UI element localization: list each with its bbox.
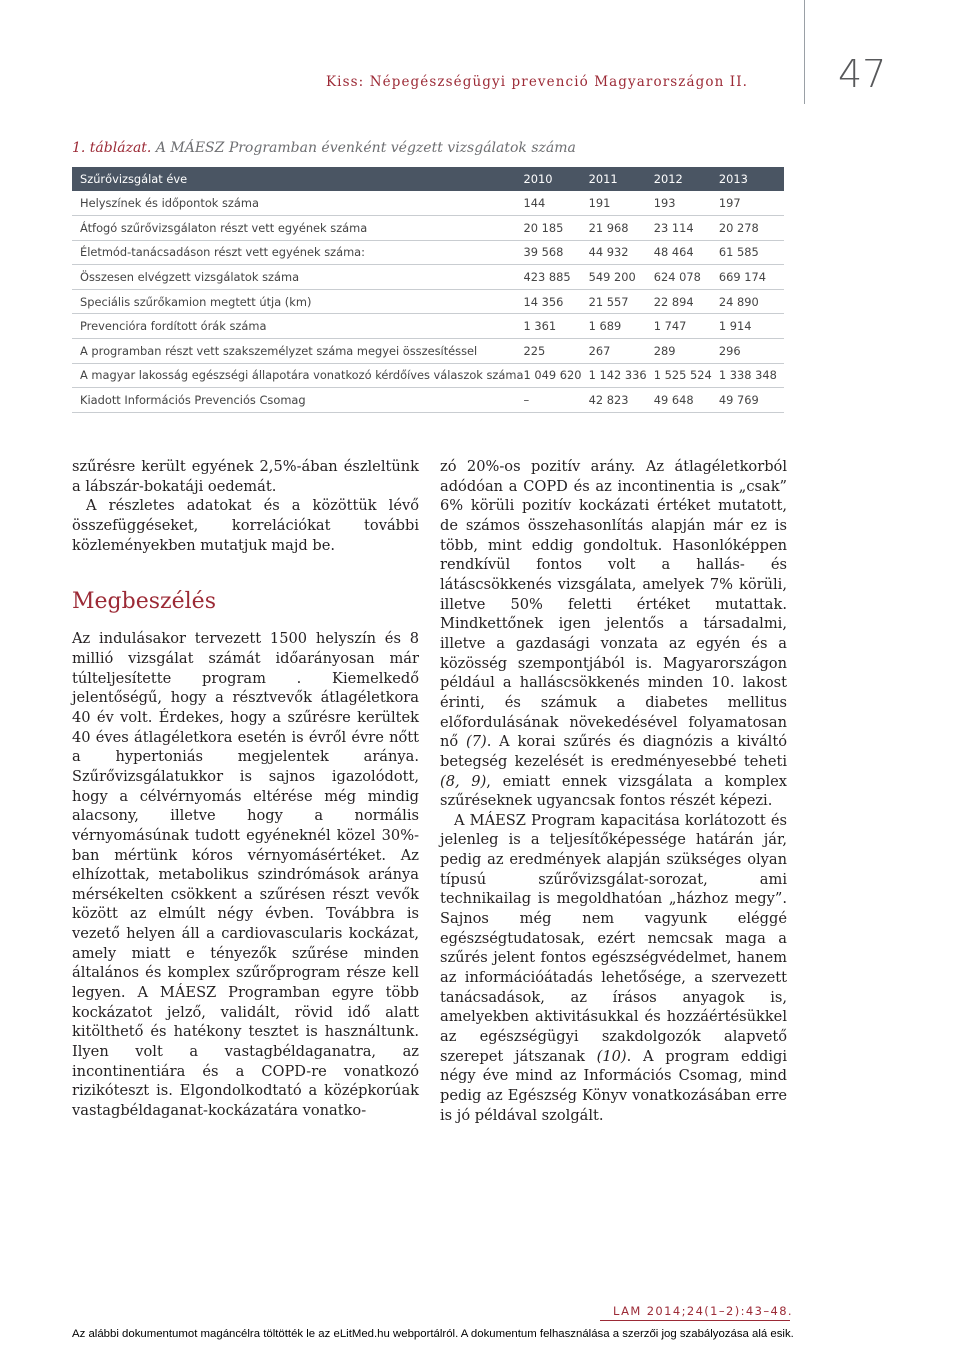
page-number: 47 xyxy=(838,52,887,96)
row-label: Életmód-tanácsadáson részt vett egyének száma: xyxy=(72,240,523,265)
table-row xyxy=(72,388,784,413)
table-header-row xyxy=(72,167,784,191)
text-run: . A korai szűrés és diagnózis a kiváltó betegség kezelését is eredményesebbé teheti xyxy=(440,733,787,770)
table-cell: 1 361 xyxy=(523,314,588,339)
table-cell: 39 568 xyxy=(523,240,588,265)
table-cell: 20 185 xyxy=(523,216,588,241)
left-column xyxy=(72,457,419,1121)
paragraph: Az indulásakor tervezett 1500 helyszín és 8 millió vizsgálat számát időarányosan már túlteljesítette program . Kiemelkedő jelentőségű, hogy a résztvevők átlagéletkora 40 év volt. Érdekes, hogy a szűrésre kerültek 40 éves átlagéletkora esetén is évről évre nőtt a hypertoniás megjelentek aránya. Szűrővizsgálatukkor is sajnos igazolódott, hogy a célvérnyomás eltérése még mindig alacsony, illetve hogy a normális vérnyomásúnak tudott egyéneknél közel 30%-ban mértünk kóros vérnyomásértéket. Az elhízottak, metabolikus szindrómások aránya mérsékelten csökkent a szűrésen részt vevők között az elmúlt négy évben. Továbbra is vezető helyen áll a cardiovascularis kockázat, amely miatt e tényezők szűrése minden általános és komplex szűrőprogram része kell legyen. A MÁESZ Programban egyre több kockázatot jelző, validált, rövid idő alatt kitölthető és hatékony tesztet is használtunk. Ilyen volt a vastagbéldaganatra, az incontinentiára és a COPD-re vonatkozó rizikóteszt is. Elgondolkodtató a középkorúak vastagbéldaganat-kockázatára vonatko- xyxy=(72,630,419,1120)
table-row xyxy=(72,339,784,364)
table-cell: 191 xyxy=(589,191,654,216)
table-cell: 61 585 xyxy=(719,240,784,265)
table-cell: 1 747 xyxy=(654,314,719,339)
row-label: Kiadott Információs Prevenciós Csomag xyxy=(72,388,523,413)
table-cell: 24 890 xyxy=(719,289,784,314)
row-label: Prevencióra fordított órák száma xyxy=(72,314,523,339)
paragraph xyxy=(440,811,787,1126)
table-cell: 669 174 xyxy=(719,265,784,290)
paragraph: A részletes adatokat és a közöttük lévő összefüggéseket, korrelációkat további közleményekben mutatjuk majd be. xyxy=(72,497,419,554)
row-label: A programban részt vett szakszemélyzet száma megyei összesítéssel xyxy=(72,339,523,364)
row-label: Speciális szűrőkamion megtett útja (km) xyxy=(72,289,523,314)
citation: (8, 9) xyxy=(440,772,487,790)
table-cell: 549 200 xyxy=(589,265,654,290)
table-cell: 44 932 xyxy=(589,240,654,265)
table-cell: 1 049 620 xyxy=(523,363,588,388)
section-heading: Megbeszélés xyxy=(72,589,216,615)
table-cell: 225 xyxy=(523,339,588,364)
table-row xyxy=(72,240,784,265)
table-caption-label: 1. táblázat. xyxy=(72,140,152,156)
table-caption-title: A MÁESZ Programban évenként végzett vizsgálatok száma xyxy=(155,140,576,156)
table-cell: 423 885 xyxy=(523,265,588,290)
table-cell: 144 xyxy=(523,191,588,216)
table-cell: 48 464 xyxy=(654,240,719,265)
row-label: Összesen elvégzett vizsgálatok száma xyxy=(72,265,523,290)
text-run: , emiatt ennek vizsgálata a komplex szűréseknek ugyancsak fontos részét képezi. xyxy=(440,772,787,810)
text-run: zó 20%-os pozitív arány. Az átlagéletkorból adódóan a COPD és az incontinentia is „csak” 6% körüli pozitív kockázati értéket mutatott, de számos összehasonlítás alapján már ez is több, mint eddig gondoltuk. Hasonlóképpen rendkívül fontos volt a hallás- és látáscsökkenés vizsgálata, amelyek 7% körüli, illetve 50% feletti értéket mutattak. Mindkettőnek igen jelentős a társadalmi, illetve a gazdasági vonzata az egyén és a közösség szempontjából is. Magyarországon például a halláscsökkenés minden 10. lakost érinti, és számuk a diabetes mellitus előfordulásának növekedésével folyamatosan nő xyxy=(440,458,787,751)
screening-table xyxy=(72,167,784,413)
table-row xyxy=(72,289,784,314)
table-cell: 197 xyxy=(719,191,784,216)
table-cell: 624 078 xyxy=(654,265,719,290)
paragraph: szűrésre került egyének 2,5%-ában észleltünk a lábszár-bokatáji oedemát. xyxy=(72,458,419,495)
column-header: 2012 xyxy=(654,167,719,191)
table-cell: 1 338 348 xyxy=(719,363,784,388)
journal-reference: LAM 2014;24(1–2):43–48. xyxy=(613,1304,793,1318)
table-cell: 1 914 xyxy=(719,314,784,339)
table-cell: 267 xyxy=(589,339,654,364)
table-cell: 289 xyxy=(654,339,719,364)
citation: (10) xyxy=(596,1047,627,1065)
citation: (7) xyxy=(466,733,487,751)
row-label: Helyszínek és időpontok száma xyxy=(72,191,523,216)
table-cell: 42 823 xyxy=(589,388,654,413)
table-row xyxy=(72,265,784,290)
table-caption xyxy=(72,140,576,156)
table-cell: 20 278 xyxy=(719,216,784,241)
row-label: Átfogó szűrővizsgálaton részt vett egyének száma xyxy=(72,216,523,241)
table-cell: 296 xyxy=(719,339,784,364)
table-cell: 22 894 xyxy=(654,289,719,314)
table-cell: 193 xyxy=(654,191,719,216)
column-header: 2011 xyxy=(589,167,654,191)
row-label: A magyar lakosság egészségi állapotára vonatkozó kérdőíves válaszok száma xyxy=(72,363,523,388)
column-header: 2013 xyxy=(719,167,784,191)
table-cell: – xyxy=(523,388,588,413)
running-head: Kiss: Népegészségügyi prevenció Magyarországon II. xyxy=(326,74,749,90)
header-rule xyxy=(804,0,805,104)
table-cell: 21 968 xyxy=(589,216,654,241)
column-header: 2010 xyxy=(523,167,588,191)
paragraph xyxy=(440,457,787,811)
journal-rule xyxy=(600,1320,790,1321)
table-cell: 21 557 xyxy=(589,289,654,314)
table-cell: 1 525 524 xyxy=(654,363,719,388)
table-row xyxy=(72,191,784,216)
download-notice: Az alábbi dokumentumot magáncélra töltötték le az eLitMed.hu webportálról. A dokumentum felhasználása a szerzői jog szabályozása alá esik. xyxy=(72,1328,794,1340)
right-column xyxy=(440,457,787,1125)
table-cell: 49 648 xyxy=(654,388,719,413)
table-row xyxy=(72,216,784,241)
text-run: A MÁESZ Program kapacitása korlátozott és jelenleg is a teljesítőképessége határán jár, pedig az eredmények alapján szükséges olyan típusú szűrővizsgálat-sorozat, ami technikailag is megoldhatóan „házhoz megy”. Sajnos még nem vagyunk eléggé egészségtudatosak, ezért nemcsak maga a szűrés jelent fontos egészségvédelmet, hanem az információátadás lehetősége, a szervezett tanácsadások, az írásos anyagok is, amelyekben aktivitásukkal és hozzáértésükkel az egészségügyi szakdolgozók alapvető szerepet játszanak xyxy=(440,811,787,1065)
table-cell: 49 769 xyxy=(719,388,784,413)
table-cell: 14 356 xyxy=(523,289,588,314)
column-header: Szűrővizsgálat éve xyxy=(72,167,523,191)
table-row xyxy=(72,363,784,388)
text-run: . A program eddigi négy éve mind az Információs Csomag, mind pedig az Egészség Könyv vonatkozásában erre is jó példával szolgált. xyxy=(440,1047,787,1124)
table-row xyxy=(72,314,784,339)
table-cell: 23 114 xyxy=(654,216,719,241)
table-cell: 1 689 xyxy=(589,314,654,339)
table-cell: 1 142 336 xyxy=(589,363,654,388)
